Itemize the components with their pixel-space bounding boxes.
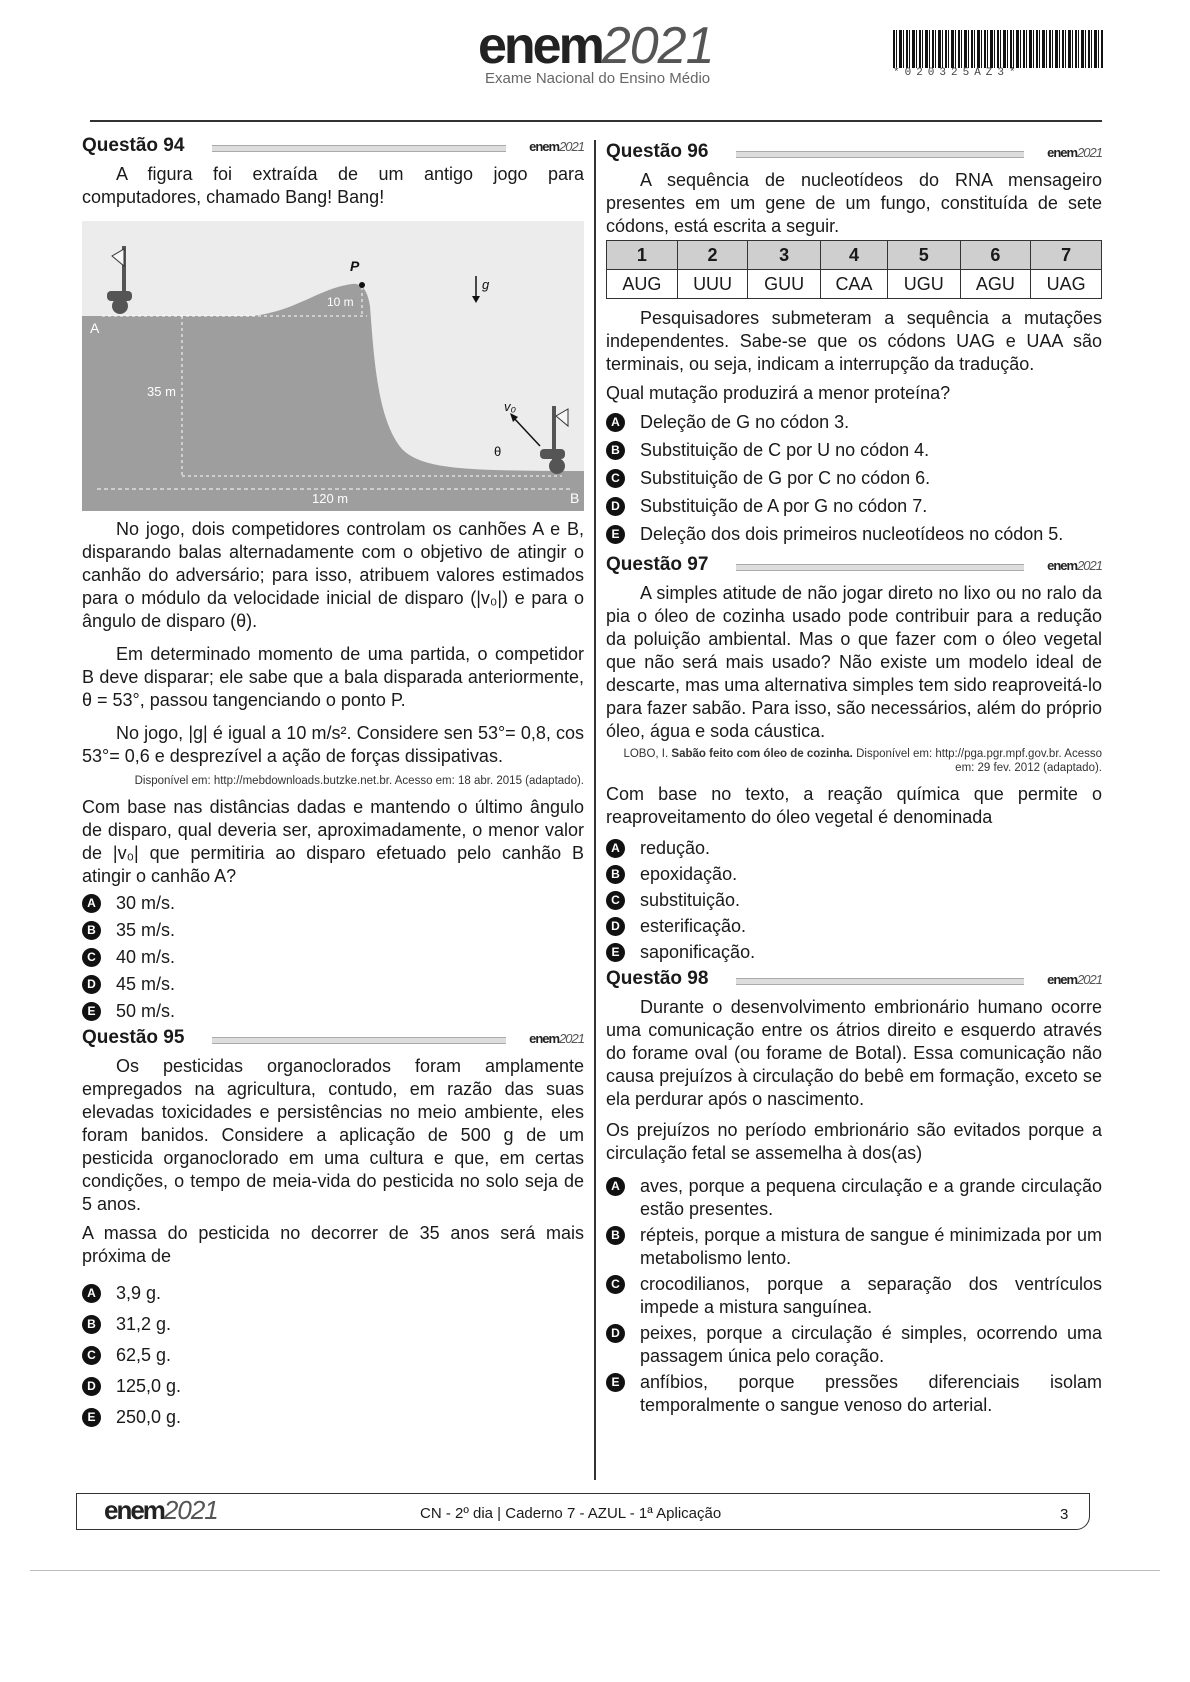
q98-header-line: [736, 978, 1024, 985]
q94-header: [82, 135, 584, 163]
option-a-bullet: A: [606, 413, 625, 432]
q95-header-line: [212, 1037, 506, 1044]
gravity-label: g: [482, 277, 490, 292]
q98-header: [606, 968, 1102, 996]
q97-option-a[interactable]: A redução.: [606, 837, 1102, 860]
q97-header: [606, 554, 1102, 582]
q95-option-d[interactable]: D 125,0 g.: [82, 1375, 584, 1398]
q96-tag: enem2021: [1047, 145, 1102, 160]
q95-title: Questão 95: [82, 1027, 185, 1048]
point-p-label: P: [350, 258, 360, 274]
label-a: A: [90, 320, 100, 336]
footer-enem-logo: enem2021: [104, 1495, 218, 1525]
q96-options: [606, 411, 1102, 546]
q97-para1: A simples atitude de não jogar direto no lixo ou no ralo da pia o óleo de cozinha usado pode contribuir para a redução da poluição ambiental. Mas o que fazer com o óleo vegetal que não será mais usado? Não existe um modelo ideal de descarte, mas uma alternativa simples tem sido reaproveitá-lo para fazer sabão. Para isso, são necessários, além do próprio óleo, água e soda cáustica.: [606, 583, 1102, 741]
q98-option-d[interactable]: D peixes, porque a circulação é simples, ocorrendo uma passagem única pelo coração.: [606, 1322, 1102, 1368]
q95-option-a[interactable]: A 3,9 g.: [82, 1282, 584, 1305]
barcode-text: *020325AZ3*: [893, 67, 1021, 79]
q96-option-a[interactable]: A Deleção de G no códon 3.: [606, 411, 1102, 434]
q98-para1: Durante o desenvolvimento embrionário humano ocorre uma comunicação entre os átrios direito e esquerdo através do forame oval (ou forame de Botal). Essa comunicação não causa prejuízos à circulação do bebê em formação, exceto se ela perdurar após o nascimento.: [606, 997, 1102, 1109]
q98-option-c[interactable]: C crocodilianos, porque a separação dos ventrículos impede a mistura sanguínea.: [606, 1273, 1102, 1319]
bang-game-figure: [82, 221, 584, 511]
q94-para3: No jogo, |g| é igual a 10 m/s². Considere sen 53°= 0,8, cos 53°= 0,6 e desprezível a ação de forças dissipativas.: [82, 723, 584, 766]
option-e-bullet: E: [606, 943, 625, 962]
barcode: [893, 30, 1103, 68]
q96-option-b[interactable]: B Substituição de C por U no códon 4.: [606, 439, 1102, 462]
bottom-rule: [30, 1570, 1160, 1571]
option-d-bullet: D: [82, 975, 101, 994]
distance-120m-label: 120 m: [312, 491, 349, 506]
q97-option-e[interactable]: E saponificação.: [606, 941, 1102, 964]
q95-para1: Os pesticidas organoclorados foram amplamente empregados na agricultura, contudo, em razão das suas elevadas toxicidades e persistências no meio ambiente, eles foram banidos. Considere a aplicação de 500 g de um pesticida organoclorado em uma cultura e que, em certas condições, o tempo de meia-vida do pesticida no solo seja de 5 anos.: [82, 1056, 584, 1214]
page-number: 3: [1060, 1506, 1069, 1523]
q97-option-b[interactable]: B epoxidação.: [606, 863, 1102, 886]
q96-title: Questão 96: [606, 141, 709, 162]
theta-label: θ: [494, 444, 502, 459]
option-e-bullet: E: [606, 1373, 625, 1392]
codon-table: [606, 240, 1102, 299]
q96-option-e[interactable]: E Deleção dos dois primeiros nucleotídeos no códon 5.: [606, 523, 1102, 546]
q95-tag: enem2021: [529, 1031, 584, 1046]
q97-question: Com base no texto, a reação química que permite o reaproveitamento do óleo vegetal é denominada: [606, 784, 1102, 827]
footer-booklet-info: CN - 2º dia | Caderno 7 - AZUL - 1ª Aplicação: [420, 1505, 722, 1522]
q97-options: [606, 837, 1102, 964]
option-a-bullet: A: [82, 1284, 101, 1303]
v0-label: v₀: [504, 399, 516, 414]
height-35m-label: 35 m: [147, 384, 176, 399]
logo-year: 2021: [601, 17, 714, 75]
option-d-bullet: D: [606, 1324, 625, 1343]
q96-intro: A sequência de nucleotídeos do RNA mensageiro presentes em um gene de um fungo, constituída de sete códons, está escrita a seguir.: [606, 170, 1102, 236]
exam-subtitle: Exame Nacional do Ensino Médio: [485, 70, 711, 87]
q95-option-e[interactable]: E 250,0 g.: [82, 1406, 584, 1429]
q98-options: [606, 1175, 1102, 1417]
q94-option-e[interactable]: E 50 m/s.: [82, 1000, 584, 1023]
q98-tag: enem2021: [1047, 972, 1102, 987]
q98-option-b[interactable]: B répteis, porque a mistura de sangue é minimizada por um metabolismo lento.: [606, 1224, 1102, 1270]
q94-option-a[interactable]: A 30 m/s.: [82, 892, 584, 915]
option-c-bullet: C: [606, 1275, 625, 1294]
codon-table-row: AUG UUU GUU CAA UGU AGU UAG: [607, 270, 1102, 299]
height-10m-label: 10 m: [327, 295, 354, 309]
option-c-bullet: C: [82, 1346, 101, 1365]
header-rule: [90, 120, 1102, 122]
label-b: B: [570, 490, 580, 506]
option-c-bullet: C: [606, 891, 625, 910]
q97-option-c[interactable]: C substituição.: [606, 889, 1102, 912]
q95-option-b[interactable]: B 31,2 g.: [82, 1313, 584, 1336]
q94-option-b[interactable]: B 35 m/s.: [82, 919, 584, 942]
enem-logo: [478, 17, 714, 75]
q97-option-d[interactable]: D esterificação.: [606, 915, 1102, 938]
option-a-bullet: A: [606, 839, 625, 858]
option-d-bullet: D: [82, 1377, 101, 1396]
q97-header-line: [736, 564, 1024, 571]
q98-question: Os prejuízos no período embrionário são evitados porque a circulação fetal se assemelha à dos(as): [606, 1120, 1102, 1163]
q94-source: Disponível em: http://mebdownloads.butzke.net.br. Acesso em: 18 abr. 2015 (adaptado).: [134, 775, 584, 787]
option-b-bullet: B: [606, 1226, 625, 1245]
q94-para2: Em determinado momento de uma partida, o competidor B deve disparar; ele sabe que a bala disparada anteriormente, θ = 53°, passou tangenciando o ponto P.: [82, 644, 584, 710]
option-a-bullet: A: [606, 1177, 625, 1196]
q98-title: Questão 98: [606, 968, 709, 989]
option-c-bullet: C: [82, 948, 101, 967]
q97-source: LOBO, I. Sabão feito com óleo de cozinha. Disponível em: http://pga.pgr.mpf.gov.br. Acesso em: 29 fev. 2012 (adaptado).: [623, 748, 1102, 774]
q98-option-a[interactable]: A aves, porque a pequena circulação e a grande circulação estão presentes.: [606, 1175, 1102, 1221]
q94-question: Com base nas distâncias dadas e mantendo o último ângulo de disparo, qual deveria ser, aproximadamente, o menor valor de |v₀| que permitiria ao disparo efetuado pelo canhão B atingir o canhão A?: [82, 797, 584, 886]
logo-main: enem: [478, 17, 602, 75]
q98-option-e[interactable]: E anfíbios, porque pressões diferenciais isolam temporalmente o sangue venoso do arterial.: [606, 1371, 1102, 1417]
option-d-bullet: D: [606, 917, 625, 936]
option-d-bullet: D: [606, 497, 625, 516]
q94-options: [82, 892, 584, 1023]
q96-option-d[interactable]: D Substituição de A por G no códon 7.: [606, 495, 1102, 518]
q96-option-c[interactable]: C Substituição de G por C no códon 6.: [606, 467, 1102, 490]
q94-tag: enem2021: [529, 139, 584, 154]
q94-figure: [82, 221, 584, 516]
q95-options: [82, 1282, 584, 1429]
option-b-bullet: B: [606, 441, 625, 460]
column-separator: [594, 140, 596, 1480]
option-e-bullet: E: [82, 1408, 101, 1427]
q96-para1: Pesquisadores submeteram a sequência a mutações independentes. Sabe-se que os códons UAG e UAA são terminais, ou seja, indicam a interrupção da tradução.: [606, 308, 1102, 374]
option-c-bullet: C: [606, 469, 625, 488]
q94-para1: No jogo, dois competidores controlam os canhões A e B, disparando balas alternadamente com o objetivo de atingir o canhão do adversário; para isso, atribuem valores estimados para o módulo da velocidade inicial de disparo (|v₀|) e para o ângulo de disparo (θ).: [82, 519, 584, 631]
right-column: [606, 141, 1102, 1417]
q94-option-d[interactable]: D 45 m/s.: [82, 973, 584, 996]
q94-option-c[interactable]: C 40 m/s.: [82, 946, 584, 969]
q96-question: Qual mutação produzirá a menor proteína?: [606, 383, 951, 403]
q95-question: A massa do pesticida no decorrer de 35 anos será mais próxima de: [82, 1223, 584, 1266]
option-e-bullet: E: [606, 525, 625, 544]
option-b-bullet: B: [82, 1315, 101, 1334]
option-e-bullet: E: [82, 1002, 101, 1021]
codon-table-header: 1 2 3 4 5 6 7: [607, 241, 1102, 270]
q95-option-c[interactable]: C 62,5 g.: [82, 1344, 584, 1367]
q94-title: Questão 94: [82, 135, 185, 156]
q97-title: Questão 97: [606, 554, 709, 575]
q95-header: [82, 1027, 584, 1055]
option-b-bullet: B: [606, 865, 625, 884]
left-column: [82, 135, 584, 1429]
option-b-bullet: B: [82, 921, 101, 940]
q96-header-line: [736, 151, 1024, 158]
q94-intro: A figura foi extraída de um antigo jogo para computadores, chamado Bang! Bang!: [82, 164, 584, 207]
q96-header: [606, 141, 1102, 169]
q94-header-line: [212, 145, 506, 152]
q97-tag: enem2021: [1047, 558, 1102, 573]
option-a-bullet: A: [82, 894, 101, 913]
